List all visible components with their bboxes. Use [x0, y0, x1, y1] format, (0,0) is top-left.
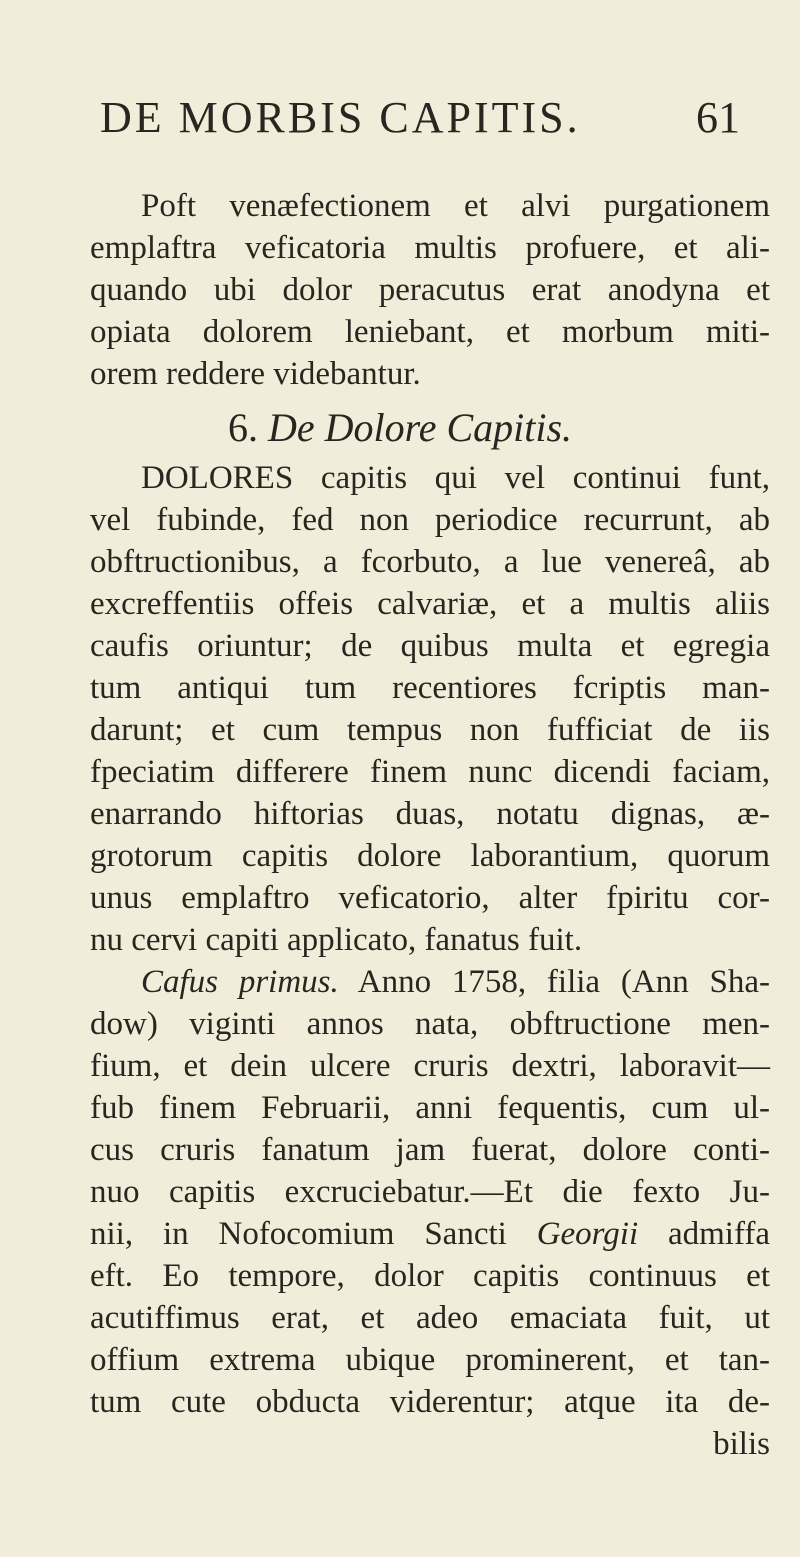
text-line — [90, 1214, 770, 1254]
text-segment: nii, in Nofocomium Sancti — [90, 1216, 537, 1252]
text-line: eft. Eo tempore, dolor capitis continuus et — [90, 1258, 770, 1294]
page-header — [100, 92, 740, 152]
text-line: emplaftra veficatoria multis profuere, et ali- — [90, 230, 770, 266]
text-line: fub finem Februarii, anni fequentis, cum ul- — [90, 1090, 770, 1126]
text-line: quando ubi dolor peracutus erat anodyna et — [90, 272, 770, 308]
text-line: excreffentiis offeis calvariæ, et a multis aliis — [90, 586, 770, 622]
case-label: Cafus primus. — [141, 964, 339, 1000]
text-line: acutiffimus erat, et adeo emaciata fuit, ut — [90, 1300, 770, 1336]
section-number: 6. — [227, 405, 258, 450]
hospital-name: Georgii — [536, 1216, 639, 1252]
text-line: tum antiqui tum recentiores fcriptis man- — [90, 670, 770, 706]
text-line: cus cruris fanatum jam fuerat, dolore conti- — [90, 1132, 770, 1168]
text-line: DOLORES capitis qui vel continui funt, — [141, 460, 770, 496]
text-line: obftructionibus, a fcorbuto, a lue venereâ, ab — [90, 544, 770, 580]
text-line: enarrando hiftorias duas, notatu dignas, æ- — [90, 796, 770, 832]
page-number: 61 — [696, 93, 740, 142]
text-line: caufis oriuntur; de quibus multa et egregia — [90, 628, 770, 664]
catchword: bilis — [713, 1426, 770, 1462]
text-line: nu cervi capiti applicato, fanatus fuit. — [90, 922, 583, 958]
text-line: dow) viginti annos nata, obftructione men- — [90, 1006, 770, 1042]
text-line: fium, et dein ulcere cruris dextri, laboravit— — [90, 1048, 770, 1084]
text-line: grotorum capitis dolore laborantium, quorum — [90, 838, 770, 874]
text-line: darunt; et cum tempus non fufficiat de iis — [90, 712, 770, 748]
text-segment: admiffa — [638, 1216, 771, 1252]
running-title: DE MORBIS CAPITIS. — [100, 93, 581, 142]
text-line: Poft venæfectionem et alvi purgationem — [141, 188, 770, 224]
text-line: orem reddere videbantur. — [90, 356, 421, 392]
text-line: unus emplaftro veficatorio, alter fpiritu cor- — [90, 880, 770, 916]
case-line-rest: Anno 1758, filia (Ann Sha- — [357, 964, 770, 1000]
text-line: vel fubinde, fed non periodice recurrunt, ab — [90, 502, 770, 538]
section-title: De Dolore Capitis. — [267, 405, 573, 450]
text-line: offium extrema ubique prominerent, et tan- — [90, 1342, 770, 1378]
text-line: tum cute obducta viderentur; atque ita de- — [90, 1384, 770, 1420]
section-heading — [0, 400, 800, 456]
text-line: nuo capitis excruciebatur.—Et die fexto Ju- — [90, 1174, 770, 1210]
text-line: fpeciatim differere finem nunc dicendi faciam, — [90, 754, 770, 790]
text-line: opiata dolorem leniebant, et morbum miti- — [90, 314, 770, 350]
case-first-line — [141, 962, 770, 1002]
